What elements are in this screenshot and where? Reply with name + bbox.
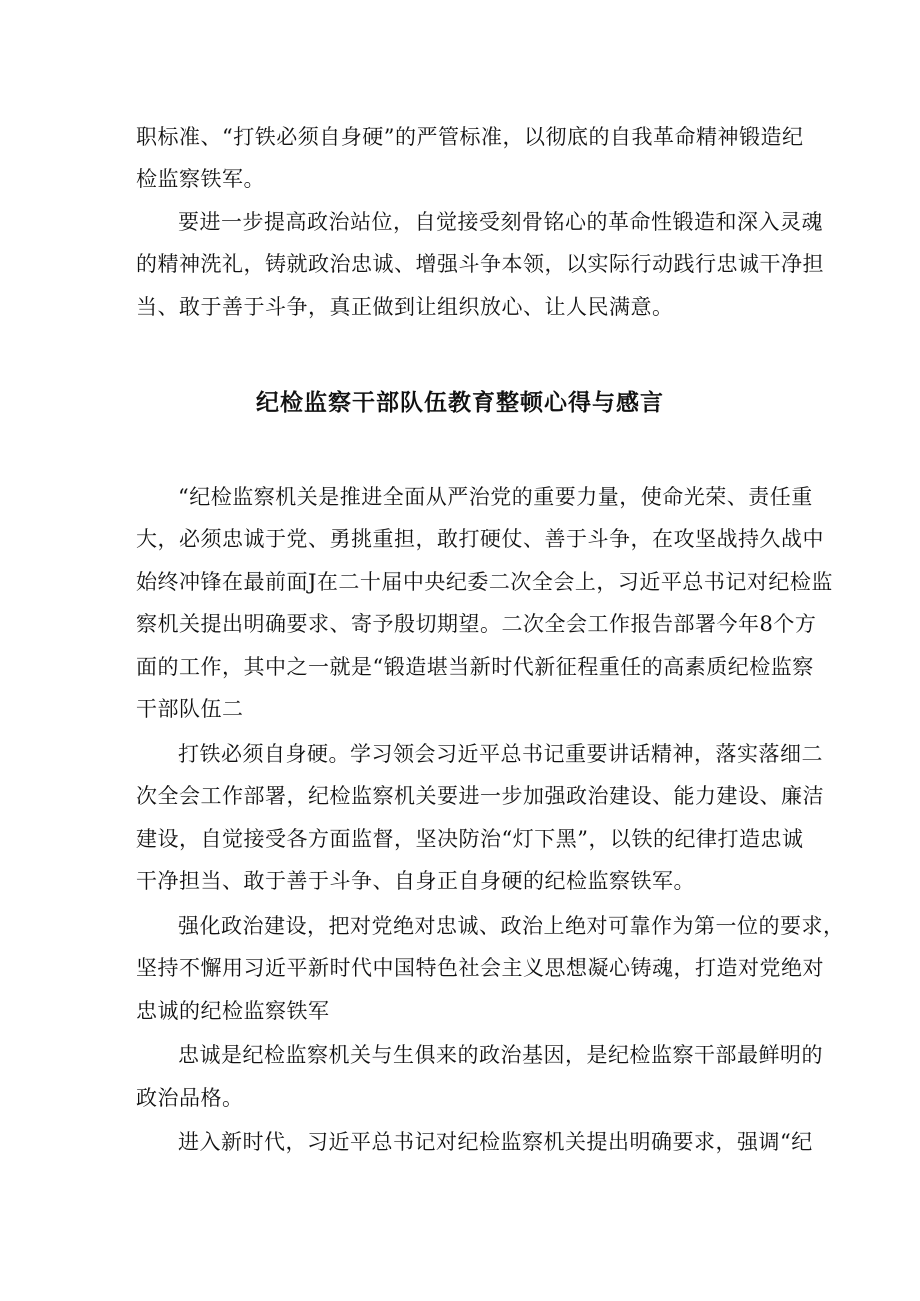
paragraph-line: 强化政治建设，把对党绝对忠诚、政治上绝对可靠作为第一位的要求，: [178, 914, 845, 938]
paragraph-line: 要进一步提高政治站位，自觉接受刻骨铭心的革命性锻造和深入灵魂: [178, 210, 823, 234]
paragraph-line: 的精神洗礼，铸就政治忠诚、增强斗争本领，以实际行动践行忠诚干净担: [136, 252, 824, 276]
paragraph-line: 建设，自觉接受各方面监督，坚决防治“灯下黑”，以铁的纪律打造忠诚: [136, 827, 804, 851]
paragraph-line: 忠诚的纪检监察铁军: [136, 999, 330, 1023]
paragraph-line: 始终冲锋在最前面J在二十届中央纪委二次全会上，习近平总书记对纪检监: [136, 570, 833, 594]
paragraph-line: 进入新时代，习近平总书记对纪检监察机关提出明确要求，强调“纪: [178, 1130, 813, 1154]
paragraph-line: 干净担当、敢于善于斗争、自身正自身硬的纪检监察铁军。: [136, 869, 695, 893]
paragraph-line: 职标准、“打铁必须自身硬”的严管标准，以彻底的自我革命精神锻造纪: [136, 125, 804, 149]
paragraph-line: 察机关提出明确要求、寄予殷切期望。二次全会工作报告部署今年8个方: [136, 612, 817, 636]
paragraph-line: 检监察铁军。: [136, 167, 265, 191]
paragraph-line: 当、敢于善于斗争，真正做到让组织放心、让人民满意。: [136, 295, 674, 319]
paragraph-line: 面的工作，其中之一就是“锻造堪当新时代新征程重任的高素质纪检监察: [136, 655, 814, 679]
paragraph-line: 干部队伍二: [136, 697, 244, 721]
paragraph-line: 政治品格。: [136, 1086, 244, 1110]
paragraph-line: 忠诚是纪检监察机关与生俱来的政治基因，是纪检监察干部最鲜明的: [178, 1043, 823, 1067]
paragraph-line: 坚持不懈用习近平新时代中国特色社会主义思想凝心铸魂，打造对党绝对: [136, 956, 824, 980]
paragraph-line: 大，必须忠诚于党、勇挑重担，敢打硬仗、善于斗争，在攻坚战持久战中: [136, 527, 824, 551]
paragraph-line: 打铁必须自身硬。学习领会习近平总书记重要讲话精神，落实落细二: [178, 742, 823, 766]
paragraph-line: “纪检监察机关是推进全面从严治党的重要力量，使命光荣、责任重: [178, 485, 813, 509]
paragraph-line: 次全会工作部署，纪检监察机关要进一步加强政治建设、能力建设、廉洁: [136, 784, 824, 808]
document-title: 纪检监察干部队伍教育整顿心得与感言: [256, 390, 664, 416]
